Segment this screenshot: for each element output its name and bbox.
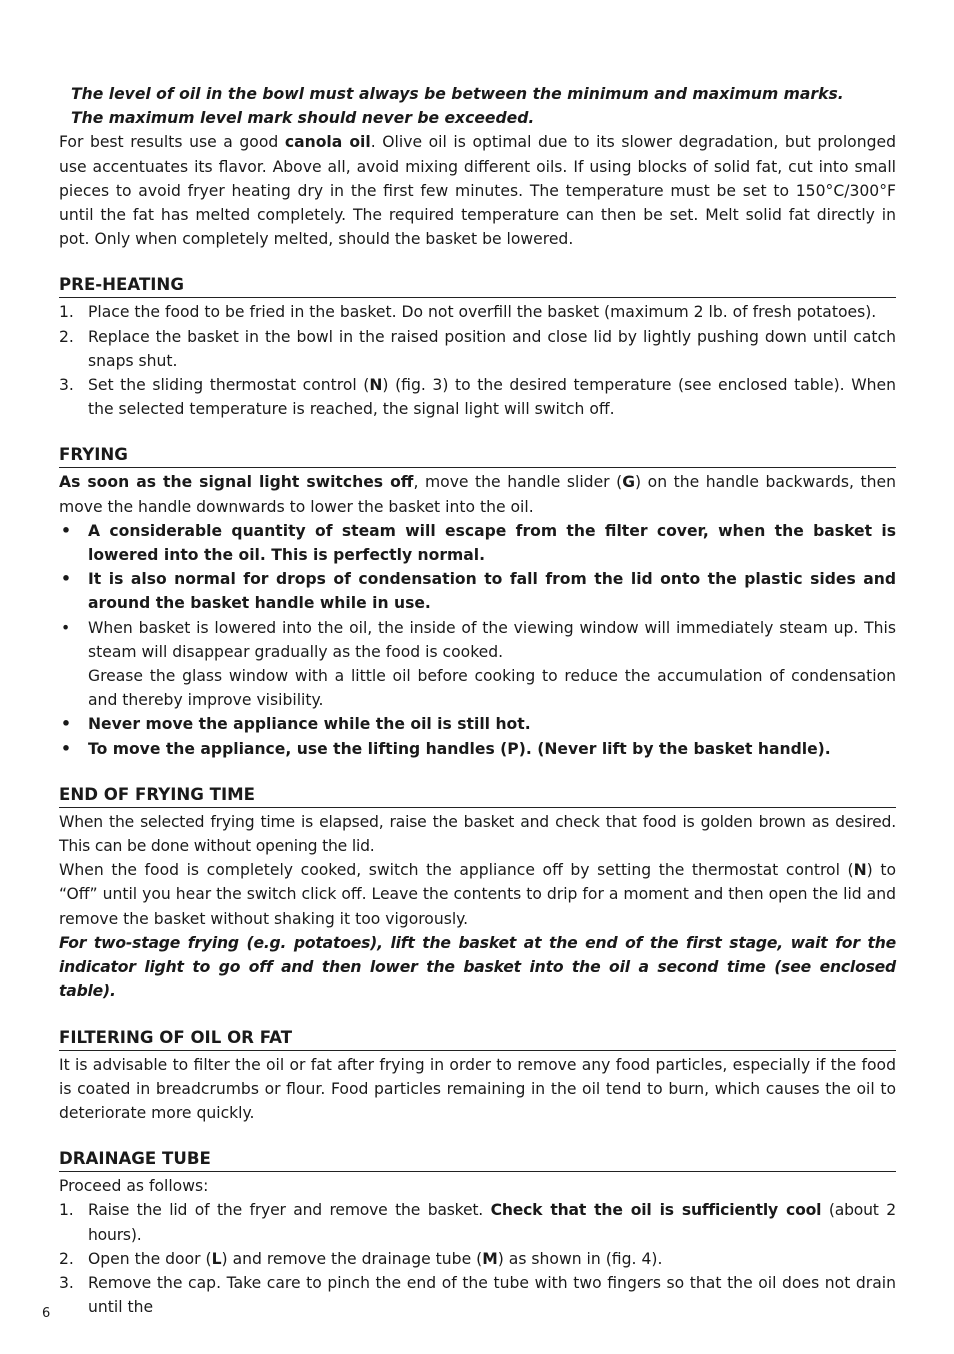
step-text-b: ) and remove the drainage tube ( [221,1249,483,1268]
bullet-text-extra: Grease the glass window with a little oil before cooking to reduce the accumulation of condensation and thereby improve visibility. [88,667,896,710]
step-text: Remove the cap. Take care to pinch the end of the tube with two fingers so that the oil does not drain until the [88,1273,896,1317]
step-number: 2. [59,1249,74,1268]
filtering-paragraph: It is advisable to filter the oil or fat after frying in order to remove any food particles, especially if the food is coated in breadcrumbs or flour. Food particles remaining in the oil tend to burn, which causes the oil to deteriorate more quickly. [59,1055,896,1122]
drainage-step-3 [59,1271,896,1319]
filtering-heading: FILTERING OF OIL OR FAT [59,1027,896,1051]
end-paragraph-1: When the selected frying time is elapsed, raise the basket and check that food is golden brown as desired. This can be done without opening the lid. [59,812,896,856]
step-text-b: ) (fig. 3) to the desired temperature (see enclosed table). When the selected temperature is reached, the signal light will switch off. [88,376,896,419]
oil-cool-emphasis: Check that the oil is sufficiently cool [490,1201,822,1220]
thermostat-ref: N [853,861,867,880]
end-p2-a: When the food is completely cooked, switch the appliance off by setting the thermostat control ( [59,861,854,880]
end-paragraph-2 [59,858,896,931]
step-number: 3. [59,1273,74,1292]
preheating-list [59,300,896,421]
section-drainage [59,1148,896,1319]
bullet-text: Never move the appliance while the oil is still hot. [88,715,531,734]
drainage-list [59,1198,896,1319]
manual-page [59,82,896,1319]
section-end-of-frying [59,784,896,1004]
bullet-marker: • [61,715,71,734]
preheating-step-3 [59,373,896,421]
step-number: 1. [59,1201,74,1220]
step-text-a: Open the door ( [88,1249,212,1268]
drainage-heading: DRAINAGE TUBE [59,1148,896,1172]
step-number: 1. [59,303,74,322]
step-text: Place the food to be fried in the basket. Do not overfill the basket (maximum 2 lb. of fresh potatoes). [88,303,877,322]
frying-bullet-4 [59,712,896,736]
end-p2-b: ) to “Off” until you hear the switch click off. Leave the contents to drip for a moment and then open the lid and remove the basket without shaking it too vigorously. [59,861,896,928]
bullet-text: It is also normal for drops of condensation to fall from the lid onto the plastic sides and around the basket handle while in use. [88,570,896,613]
oil-advice-text-b: . Olive oil is optimal due to its slower degradation, but prolonged use accentuates its flavor. Above all, avoid mixing different oils. If using blocks of solid fat, cut into small pieces to avoid fryer heating dry in the first few minutes. The temperature must be set to 150°C/300°F until the fat has melted completely. The required temperature can then be set. Melt solid fat directly in pot. Only when completely melted, should the basket be lowered. [59,133,896,249]
drainage-step-2 [59,1247,896,1271]
signal-light-emphasis: As soon as the signal light switches off [59,473,414,492]
oil-advice-text-a: For best results use a good [59,133,285,152]
section-filtering [59,1027,896,1126]
frying-intro [59,470,896,518]
bullet-marker: • [61,618,71,637]
bullet-marker: • [61,739,71,758]
section-frying [59,444,896,760]
bullet-marker: • [61,570,71,589]
bullet-text: When basket is lowered into the oil, the inside of the viewing window will immediately steam up. This steam will disappear gradually as the food is cooked. [88,618,896,661]
frying-bullet-1 [59,519,896,567]
preheating-heading: PRE-HEATING [59,274,896,298]
step-text-a: Raise the lid of the fryer and remove the basket. [88,1201,491,1220]
door-ref: L [211,1249,222,1268]
end-of-frying-heading: END OF FRYING TIME [59,784,896,808]
frying-heading: FRYING [59,444,896,468]
bullet-text: To move the appliance, use the lifting handles (P). (Never lift by the basket handle). [88,739,831,758]
slider-ref: G [622,473,636,492]
preheating-step-1 [59,300,896,324]
drainage-step-1 [59,1198,896,1246]
canola-oil-emphasis: canola oil [284,133,371,152]
page-number: 6 [42,1306,51,1321]
step-number: 2. [59,327,74,346]
oil-level-warning-2: The maximum level mark should never be exceeded. [71,109,535,128]
frying-bullets [59,519,896,761]
step-text-a: Set the sliding thermostat control ( [88,376,370,395]
tube-ref: M [482,1249,498,1268]
frying-bullet-5 [59,737,896,761]
bullet-marker: • [61,521,71,540]
frying-bullet-2 [59,567,896,615]
drainage-intro: Proceed as follows: [59,1177,209,1196]
step-number: 3. [59,376,74,395]
step-text: Replace the basket in the bowl in the raised position and close lid by lightly pushing down until catch snaps shut. [88,327,896,370]
step-text-b: (about 2 hours). [88,1201,897,1244]
two-stage-frying-note: For two-stage frying (e.g. potatoes), lift the basket at the end of the first stage, wait for the indicator light to go off and then lower the basket into the oil a second time (see enclosed table). [59,933,896,1001]
preheating-step-2 [59,325,896,373]
oil-level-warning-1: The level of oil in the bowl must always be between the minimum and maximum marks. [71,85,844,103]
frying-intro-a: , move the handle slider ( [413,473,623,492]
oil-advice-paragraph [59,130,896,251]
frying-intro-b: ) on the handle backwards, then move the handle downwards to lower the basket into the oil. [59,473,896,516]
step-text-c: ) as shown in (fig. 4). [497,1249,663,1268]
frying-bullet-3 [59,616,896,713]
section-preheating [59,274,896,421]
bullet-text: A considerable quantity of steam will escape from the filter cover, when the basket is lowered into the oil. This is perfectly normal. [88,521,896,565]
thermostat-ref: N [369,376,383,395]
